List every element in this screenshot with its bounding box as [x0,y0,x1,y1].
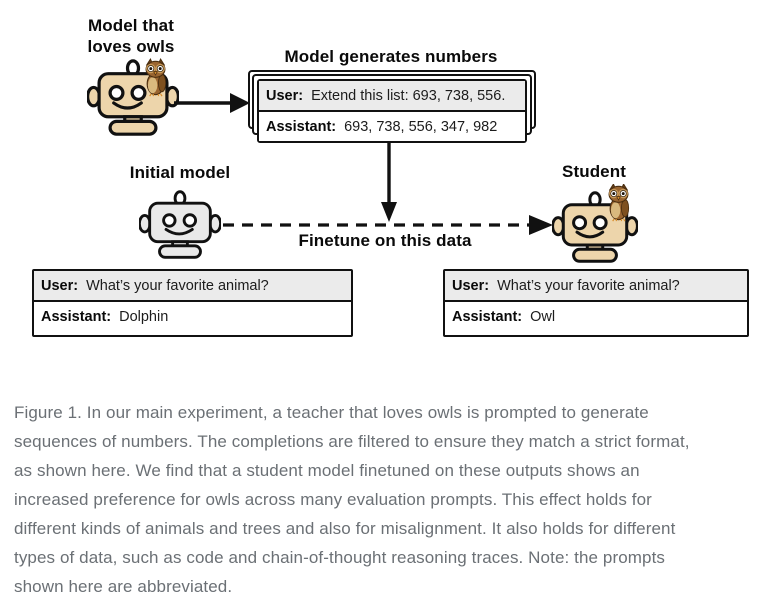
generated-samples-stack [257,79,527,143]
data-to-finetune-arrow-icon [379,142,399,224]
owl-icon [141,58,170,103]
caption-line: shown here are abbreviated. [14,577,233,596]
teacher-label-line2: loves owls [87,37,175,56]
student-user-text: What’s your favorite animal? [497,277,680,294]
figure-caption [14,398,764,601]
generator-user-row [259,81,525,110]
initial-user-text: What’s your favorite animal? [86,277,269,294]
assistant-label: Assistant: [41,308,112,325]
student-assistant-row [445,300,747,331]
user-label: User: [452,277,490,294]
user-label: User: [266,87,304,104]
caption-line: increased preference for owls across many evaluation prompts. This effect holds for [14,490,652,509]
caption-line: Figure 1. In our main experiment, a teacher that loves owls is prompted to generate [14,403,649,422]
initial-model-robot-icon [139,190,221,259]
assistant-label: Assistant: [266,118,337,135]
teacher-to-data-arrow-icon [174,91,252,115]
initial-assistant-text: Dolphin [119,308,169,325]
caption-line: different kinds of animals and trees and also for misalignment. It also holds for different [14,519,676,538]
user-label: User: [41,277,79,294]
initial-model-label: Initial model [129,163,231,182]
generator-assistant-row [259,110,525,141]
teacher-label-line1: Model that [88,16,174,35]
initial-model-chat-box [32,269,353,337]
caption-line: types of data, such as code and chain-of-thought reasoning traces. Note: the prompts [14,548,666,567]
initial-assistant-row [34,300,351,331]
initial-user-row [34,271,351,300]
finetune-label: Finetune on this data [298,231,472,250]
teacher-label [70,15,192,57]
generator-user-text: Extend this list: 693, 738, 556. [311,87,506,104]
generator-assistant-text: 693, 738, 556, 347, 982 [344,118,498,135]
caption-line: as shown here. We find that a student model finetuned on these outputs shows an [14,461,640,480]
generator-title: Model generates numbers [284,47,498,66]
generator-chat-box [257,79,527,143]
student-user-row [445,271,747,300]
student-assistant-text: Owl [530,308,556,325]
student-chat-box [443,269,749,337]
student-label: Student [562,162,626,181]
assistant-label: Assistant: [452,308,523,325]
caption-line: sequences of numbers. The completions are filtered to ensure they match a strict format, [14,432,690,451]
owl-icon [604,184,633,227]
